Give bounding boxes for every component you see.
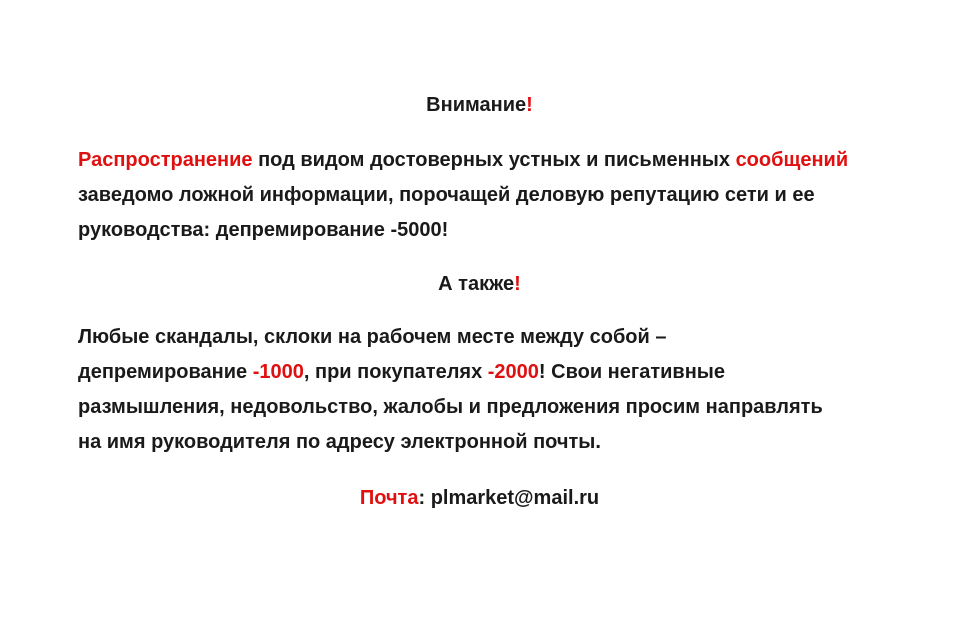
paragraph-conflicts-line-4: на имя руководителя по адресу электронной почты. xyxy=(78,431,601,453)
highlight-distribution: Распространение xyxy=(78,149,253,171)
contact-line xyxy=(0,484,959,512)
line-2-part-a: депремирование xyxy=(78,361,253,383)
paragraph-conflicts xyxy=(78,320,938,460)
line-2-part-b: , при покупателях xyxy=(303,361,488,383)
paragraph-disinformation-line-2: заведомо ложной информации, порочащей деловую репутацию сети и ее xyxy=(78,184,815,206)
paragraph-disinformation-line-1 xyxy=(78,143,938,178)
contact-label: Почта xyxy=(359,487,419,509)
heading-attention-mark: ! xyxy=(526,94,533,116)
line-2-part-c: ! Свои негативные xyxy=(538,361,725,383)
heading-also-text: А также xyxy=(438,273,515,295)
paragraph-disinformation-line-3: руководства: депремирование -5000! xyxy=(78,219,449,241)
paragraph-conflicts-line-1: Любые скандалы, склоки на рабочем месте между собой – xyxy=(78,326,667,348)
paragraph-disinformation xyxy=(78,143,938,248)
paragraph-conflicts-line-3: размышления, недовольство, жалобы и предложения просим направлять xyxy=(78,396,823,418)
heading-also-mark: ! xyxy=(514,273,521,295)
heading-also xyxy=(0,270,959,298)
heading-attention xyxy=(0,91,959,119)
heading-attention-text: Внимание xyxy=(426,94,527,116)
paragraph-conflicts-line-2 xyxy=(78,355,938,390)
penalty-amount-2: -2000 xyxy=(487,361,539,383)
highlight-messages: сообщений xyxy=(735,149,849,171)
line-1-middle: под видом достоверных устных и письменных xyxy=(252,149,736,171)
penalty-amount-1: -1000 xyxy=(252,361,304,383)
contact-separator: : xyxy=(418,487,431,509)
contact-email[interactable]: plmarket@mail.ru xyxy=(430,487,600,509)
